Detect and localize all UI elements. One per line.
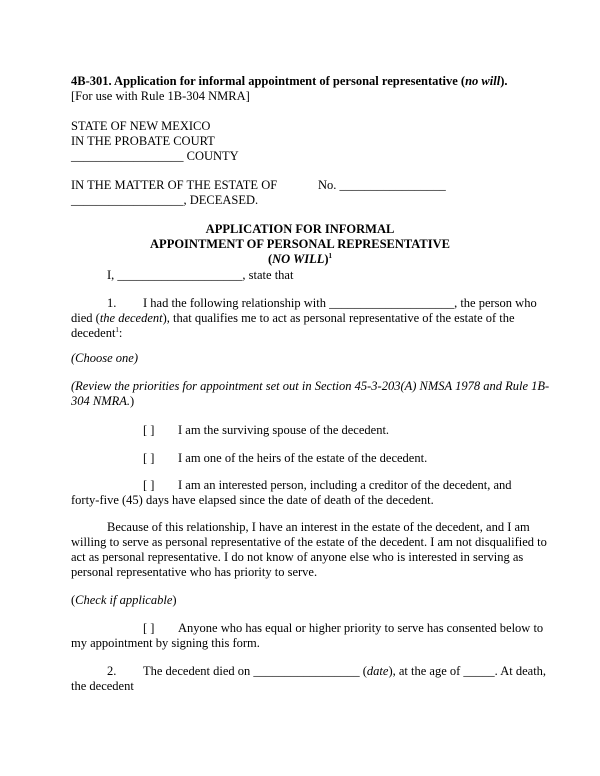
item-1-number: 1. <box>107 296 117 310</box>
item-1-line-1: I had the following relationship with ____________________, the person who <box>143 296 537 310</box>
item-1-line-3: decedent$^1$: <box>71 325 123 340</box>
option-checkbox[interactable]: [ ] <box>143 451 155 465</box>
option-heir-label: I am one of the heirs of the estate of the decedent. <box>178 451 428 465</box>
consent-checkbox[interactable]: [ ] <box>143 621 155 635</box>
choose-one-instruction: (Choose one) <box>71 351 138 365</box>
heading-title-italic: no will <box>465 74 501 88</box>
consent-continuation: my appointment by signing this form. <box>71 636 260 650</box>
deceased-line: __________________, DECEASED. <box>71 193 259 207</box>
item-1-line-2: died (the decedent), that qualifies me to act as personal representative of the estate of the <box>71 311 515 325</box>
item-2-number: 2. <box>107 664 117 678</box>
heading-title: Application for informal appointment of personal representative ( <box>111 74 466 88</box>
form-title-line-1: APPLICATION FOR INFORMAL <box>205 222 395 236</box>
option-interested-person-label: I am an interested person, including a creditor of the decedent, and <box>178 478 512 492</box>
use-note: [For use with Rule 1B-304 NMRA] <box>71 89 250 103</box>
applicant-intro: I, ____________________, state that <box>107 268 294 282</box>
consent-label: Anyone who has equal or higher priority to serve has consented below to <box>178 621 544 635</box>
review-note-line-2: 304 NMRA.) <box>71 394 135 408</box>
state-name: STATE OF NEW MEXICO <box>71 119 211 133</box>
relationship-para-line-4: personal representative who has priority to serve. <box>71 565 318 579</box>
footnote-marker: 1 <box>328 251 333 260</box>
case-number-line: No. _________________ <box>318 178 446 192</box>
check-if-applicable-instruction: (Check if applicable) <box>71 593 177 607</box>
review-note-line-1: (Review the priorities for appointment set out in Section 45-3-203(A) NMSA 1978 and Rule 1B- <box>71 379 550 393</box>
option-checkbox[interactable]: [ ] <box>143 478 155 492</box>
item-2-line-1: The decedent died on _________________ (date), at the age of _____. At death, <box>143 664 547 678</box>
county-line: __________________ COUNTY <box>71 149 239 163</box>
heading-title-end: ). <box>500 74 508 88</box>
form-title-line-3: (NO WILL)$^1$ <box>267 251 333 266</box>
relationship-para-line-3: act as personal representative. I do not know of anyone else who is interested in serving as <box>71 550 524 564</box>
option-spouse-label: I am the surviving spouse of the decedent. <box>178 423 390 437</box>
matter-caption: IN THE MATTER OF THE ESTATE OF <box>71 178 278 192</box>
footnote-marker: 1 <box>115 325 119 334</box>
relationship-para-line-1: Because of this relationship, I have an interest in the estate of the decedent, and I am <box>107 520 530 534</box>
rule-number: 4B-301. <box>71 74 112 88</box>
option-interested-person-continuation: forty-five (45) days have elapsed since the date of death of the decedent. <box>71 493 434 507</box>
form-title-line-2: APPOINTMENT OF PERSONAL REPRESENTATIVE <box>150 237 450 251</box>
relationship-para-line-2: willing to serve as personal representative of the estate of the decedent. I am not disqualified to <box>71 535 547 549</box>
court-name: IN THE PROBATE COURT <box>71 134 215 148</box>
form-heading <box>71 73 507 89</box>
item-2-line-2: the decedent <box>71 679 134 693</box>
option-checkbox[interactable]: [ ] <box>143 423 155 437</box>
